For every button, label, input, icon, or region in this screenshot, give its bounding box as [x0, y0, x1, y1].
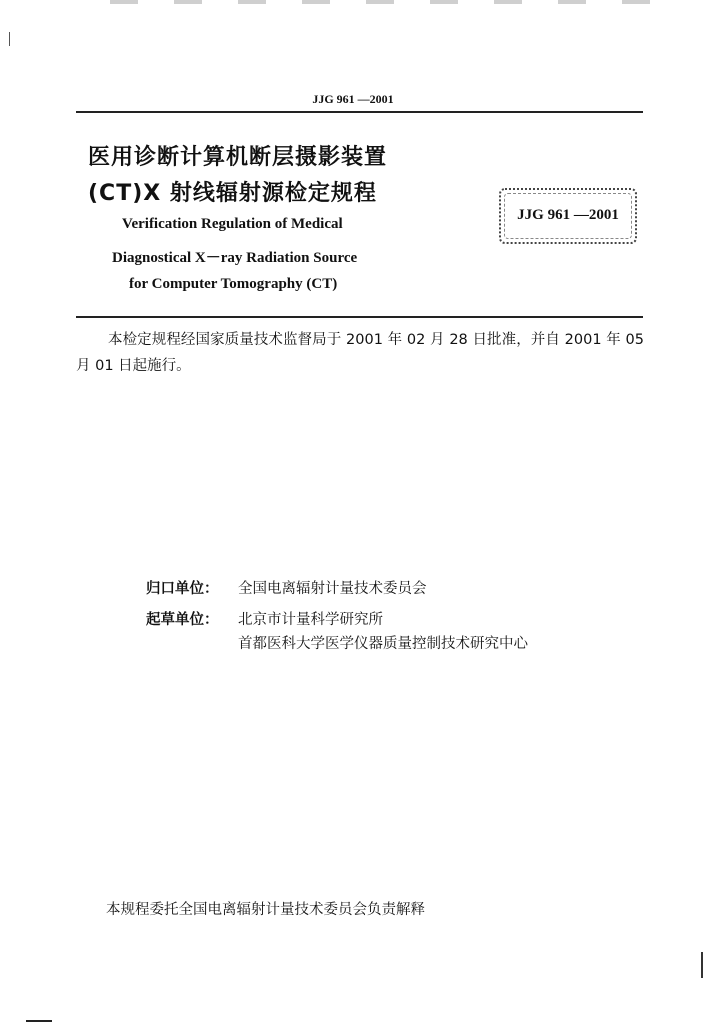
standard-code-box [499, 188, 637, 244]
title-chinese-line-1: 医用诊断计算机断层摄影装置 [88, 145, 388, 170]
title-english-line-2: Diagnostical X－ray Radiation Source [112, 250, 358, 266]
title-chinese-line-2: (CT)X 射线辐射源检定规程 [88, 181, 377, 206]
header-standard-code: JJG 961 —2001 [312, 92, 394, 106]
header-rule [76, 111, 643, 113]
title-english-line-3: for Computer Tomography (CT) [129, 276, 338, 292]
interpretation-note: 本规程委托全国电离辐射计量技术委员会负责解释 [106, 902, 425, 918]
responsible-unit-label: 归口单位： [146, 581, 219, 597]
scan-mark-right [701, 952, 703, 978]
drafting-unit-value-2: 首都医科大学医学仪器质量控制技术研究中心 [238, 636, 528, 652]
title-rule [76, 316, 643, 318]
title-english-line-1: Verification Regulation of Medical [122, 216, 343, 232]
scan-mark-left [9, 32, 10, 46]
drafting-unit-value-1: 北京市计量科学研究所 [238, 612, 383, 628]
scan-edge-marks [110, 0, 670, 4]
drafting-unit-label: 起草单位： [146, 612, 219, 628]
scan-mark-bottom [26, 1020, 52, 1022]
approval-statement: 本检定规程经国家质量技术监督局于 2001 年 02 月 28 日批准，并自 2001 年 05 月 01 日起施行。 [76, 332, 644, 374]
code-box-text: JJG 961 —2001 [517, 207, 619, 223]
responsible-unit-value: 全国电离辐射计量技术委员会 [238, 581, 427, 597]
